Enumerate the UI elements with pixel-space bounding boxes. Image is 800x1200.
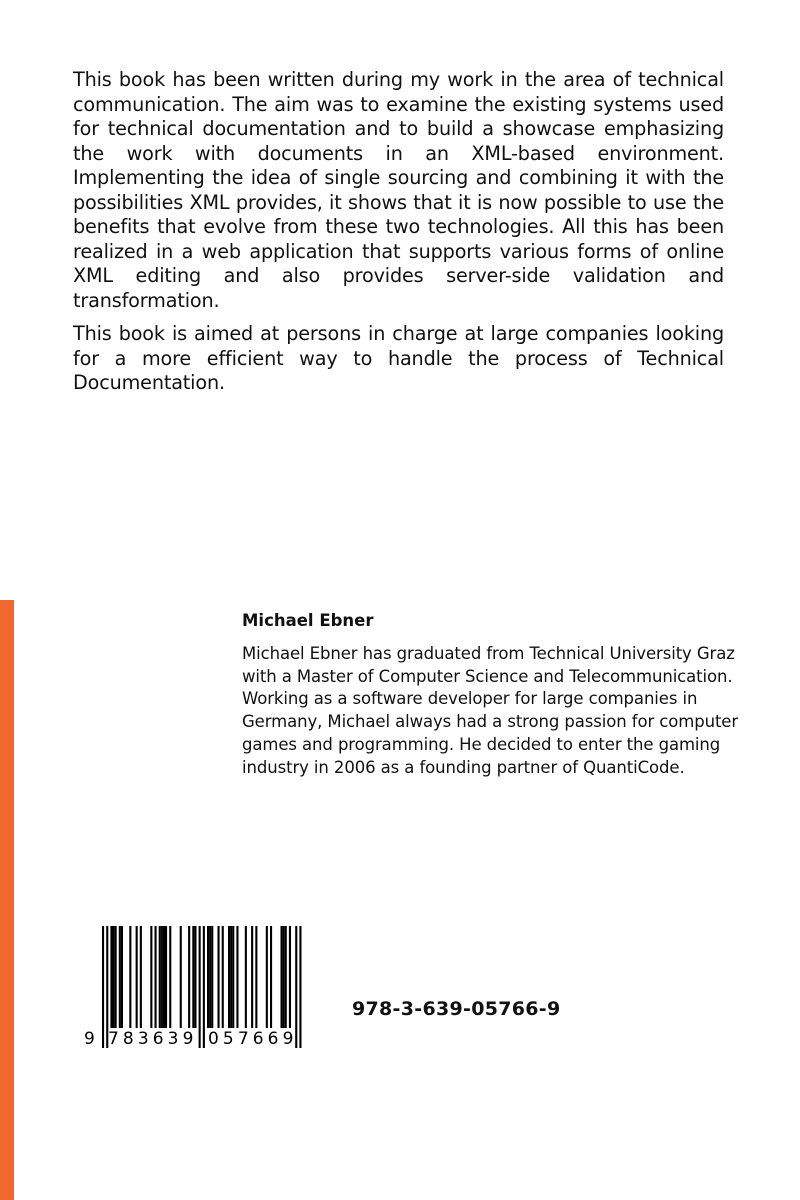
barcode-bar (161, 926, 163, 1028)
barcode-bar (266, 926, 268, 1028)
barcode-bar (110, 926, 112, 1028)
barcode-bar (232, 926, 234, 1028)
barcode-bar (140, 926, 142, 1028)
book-blurb (73, 68, 724, 405)
barcode-bar (211, 926, 213, 1028)
barcode-bar (113, 926, 115, 1028)
barcode-bar (283, 926, 285, 1028)
barcode-bar (251, 926, 253, 1028)
barcode-bar (180, 926, 182, 1028)
barcode (84, 924, 318, 1052)
barcode-bar (159, 926, 161, 1028)
isbn-number: 978-3-639-05766-9 (352, 998, 561, 1020)
barcode-bar (245, 926, 247, 1028)
barcode-bar (192, 926, 194, 1028)
barcode-bar (194, 926, 196, 1028)
barcode-bar (230, 926, 232, 1028)
barcode-bar (285, 926, 287, 1028)
barcode-bar (281, 926, 283, 1028)
barcode-bar (115, 926, 117, 1028)
barcode-bar (121, 926, 123, 1028)
blurb-paragraph-2: This book is aimed at persons in charge at large companies looking for a more efficient way to handle the process of Technical Documentation. (73, 322, 724, 394)
barcode-bar (150, 926, 152, 1028)
barcode-bar (236, 926, 238, 1028)
barcode-bar (228, 926, 230, 1028)
author-section (242, 609, 742, 779)
barcode-bar (163, 926, 165, 1028)
barcode-bar (119, 926, 121, 1028)
barcode-bar (270, 926, 272, 1028)
barcode-digits-left: 783639 (108, 1029, 198, 1049)
barcode-bar (136, 926, 138, 1028)
barcode-bar (289, 926, 291, 1028)
barcode-digit-first: 9 (84, 1029, 95, 1049)
barcode-bar (169, 926, 171, 1028)
barcode-bar (209, 926, 211, 1028)
barcode-digits-right: 057669 (208, 1029, 298, 1049)
barcode-bar (129, 926, 131, 1028)
author-bio: Michael Ebner has graduated from Technical University Graz with a Master of Computer Science and Telecommunication. Working as a software developer for large companies in Germany, Michael always had a strong passion for computer games and programming. He decided to enter the gaming industry in 2006 as a founding partner of QuantiCode. (242, 644, 739, 777)
barcode-bar (255, 926, 257, 1028)
barcode-bar (207, 926, 209, 1028)
author-name: Michael Ebner (242, 611, 374, 630)
blurb-paragraph-1: This book has been written during my work in the area of technical communication. The aim was to examine the existing systems used for technical documentation and to build a showcase emphasizing the work with documents in an XML-based environment. Implementing the idea of single sourcing and combining it with the possibilities XML provides, it shows that it is now possible to use the benefits that evolve from these two technologies. All this has been realized in a web application that supports various forms of online XML editing and also provides server-side validation and transformation. (73, 68, 724, 312)
barcode-bar (188, 926, 190, 1028)
barcode-bar (218, 926, 220, 1028)
barcode-bar (222, 926, 224, 1028)
accent-bar (0, 600, 14, 1200)
barcode-bar (155, 926, 157, 1028)
barcode-bar (165, 926, 167, 1028)
barcode-digits (84, 1026, 318, 1052)
